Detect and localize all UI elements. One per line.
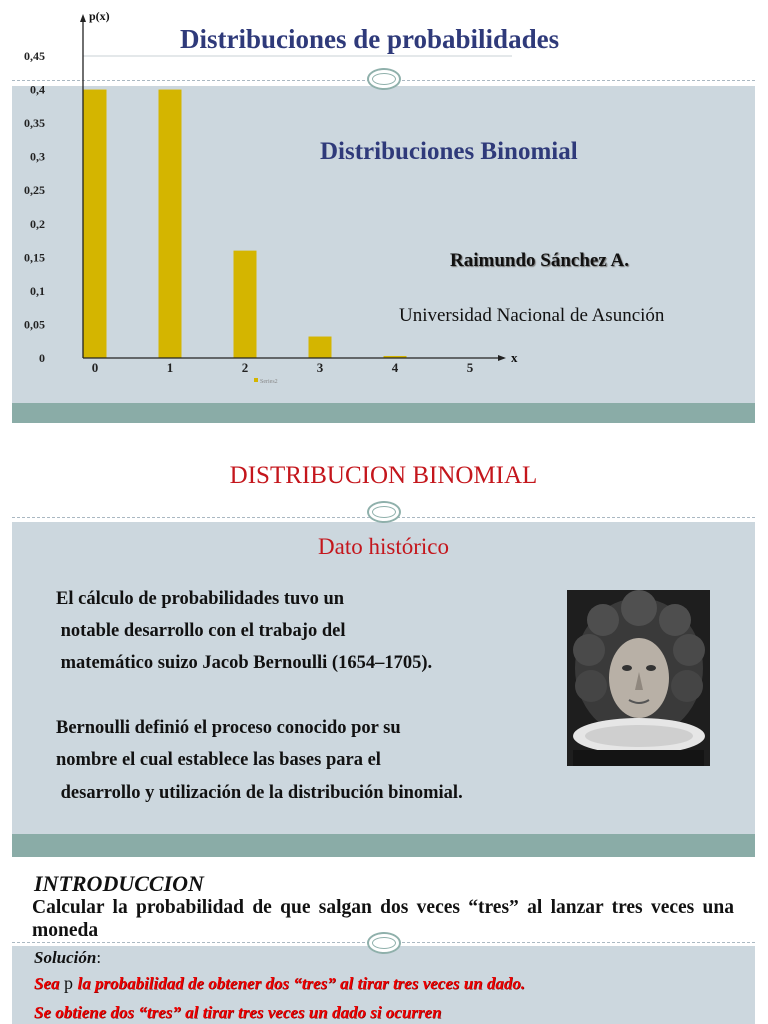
y-tick-label: 0,05 [24,317,45,332]
chart-bar [159,90,182,358]
solution-line-1 [34,973,525,994]
y-tick-label: 0,45 [24,49,45,63]
x-tick-label: 2 [241,360,249,375]
solution-colon: : [96,948,102,967]
y-tick-label: 0,4 [30,82,45,97]
y-axis-label: p(x) [89,10,110,23]
solution-sea: Sea [34,974,60,993]
author-name: Raimundo Sánchez A. [450,250,629,271]
legend-label: Series2 [260,379,278,385]
chart-bar [234,251,257,358]
solution-definition: la probabilidad de obtener dos “tres” al tirar tres veces un dado. [77,974,526,993]
introduction-heading: INTRODUCCION [34,871,204,896]
solution-label [34,948,101,968]
ring-ornament-icon [367,501,401,523]
legend-swatch [254,378,258,382]
y-tick-label: 0,2 [30,216,45,231]
slide-introduction [12,870,755,1024]
slide-footer-strip [12,834,755,857]
paragraph-line: Bernoulli definió el proceso conocido por su [56,718,401,738]
y-tick-label: 0,15 [24,250,45,265]
y-tick-label: 0,35 [24,116,45,131]
slide-subtitle-historical: Dato histórico [318,534,449,559]
solution-label-text: Solución [34,948,97,967]
binomial-bar-chart [12,10,755,424]
paragraph-line: notable desarrollo con el trabajo del [56,621,346,641]
y-tick-label: 0,25 [24,183,45,198]
chart-bar [309,337,332,358]
presentation-subtitle: Distribuciones Binomial [320,138,578,165]
chart-bar [84,90,107,358]
slide-title-binomial: DISTRIBUCION BINOMIAL [229,462,538,489]
x-tick-label: 4 [391,360,399,375]
y-tick-label: 0 [39,351,45,365]
x-tick-label: 5 [466,360,474,375]
x-tick-label: 0 [91,360,99,375]
x-tick-label: 1 [166,360,174,375]
paragraph-line: El cálculo de probabilidades tuvo un [56,589,345,609]
paragraph-line: desarrollo y utilización de la distribución binomial. [56,783,463,803]
x-axis-arrow-icon [498,355,506,361]
paragraph-line: matemático suizo Jacob Bernoulli (1654–1705). [56,653,433,673]
university-name: Universidad Nacional de Asunción [399,305,665,326]
slide-historical [12,442,755,857]
x-axis-label: x [511,350,518,365]
problem-statement: Calcular la probabilidad de que salgan dos veces “tres” al lanzar tres veces una moneda [32,897,734,941]
bernoulli-portrait [567,590,710,766]
solution-line-2: Se obtiene dos “tres” al tirar tres veces un dado si ocurren [34,1003,442,1022]
y-tick-label: 0,1 [30,283,45,298]
presentation-title: Distribuciones de probabilidades [180,24,560,54]
solution-p: p [59,973,78,993]
x-tick-label: 3 [316,360,324,375]
y-axis-arrow-icon [80,14,86,22]
y-tick-label: 0,3 [30,149,45,164]
paragraph-line: nombre el cual establece las bases para el [56,750,381,770]
slide-title [12,10,755,424]
